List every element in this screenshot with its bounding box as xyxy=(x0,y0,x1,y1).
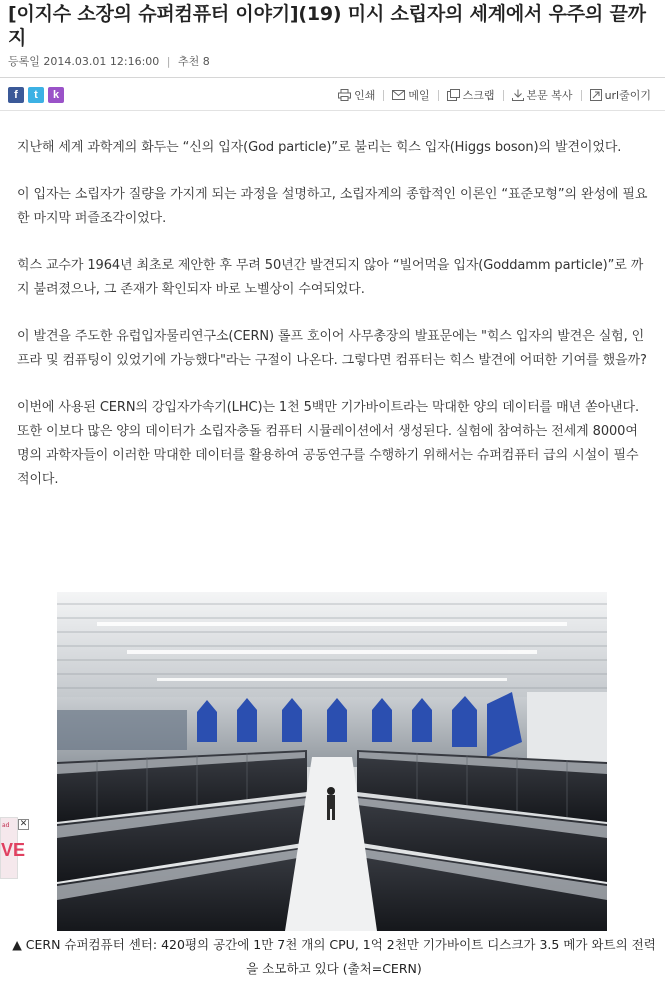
kakaostory-share-icon[interactable]: k xyxy=(48,87,64,103)
registered-label: 등록일 xyxy=(8,55,40,68)
scrap-button[interactable] xyxy=(447,87,495,103)
header-divider xyxy=(0,77,665,78)
article-paragraph: 이 입자는 소립자가 질량을 가지게 되는 과정을 설명하고, 소립자계의 종합적인 이론인 “표준모형”의 완성에 필요한 마지막 퍼즐조각이었다. xyxy=(17,187,648,226)
twitter-share-icon[interactable]: t xyxy=(28,87,44,103)
recommend-count: 8 xyxy=(202,55,210,68)
article-meta xyxy=(8,53,210,69)
tool-divider xyxy=(503,90,504,101)
url-shorten-button[interactable] xyxy=(590,87,651,103)
share-buttons xyxy=(8,87,64,103)
server-room-illustration xyxy=(57,592,607,931)
url-shorten-label: url줄이기 xyxy=(604,89,651,102)
article-body xyxy=(17,136,649,515)
article-title: [이지수 소장의 슈퍼컴퓨터 이야기](19) 미시 소립자의 세계에서 우주의 끝까지 xyxy=(8,3,646,49)
article-toolbar xyxy=(0,84,665,108)
side-banner-ad[interactable] xyxy=(0,817,26,879)
copy-text-button[interactable] xyxy=(512,87,573,103)
mail-icon xyxy=(392,90,405,100)
side-ad-small-text: ad xyxy=(2,822,10,829)
recommend-label: 추천 xyxy=(178,55,200,68)
print-button[interactable] xyxy=(338,87,375,103)
registered-date: 2014.03.01 12:16:00 xyxy=(43,55,160,68)
article-paragraph: 지난해 세계 과학계의 화두는 “신의 입자(God particle)”로 불리는 힉스 입자(Higgs boson)의 발견이었다. xyxy=(17,140,622,155)
meta-divider: | xyxy=(166,55,171,68)
article-paragraph: 이번에 사용된 CERN의 강입자가속기(LHC)는 1천 5백만 기가바이트라는 막대한 양의 데이터를 매년 쏟아낸다. 또한 이보다 많은 양의 데이터가 소립자충돌 컴퓨터 시뮬레이션에서 생성된다. 실험에 참여하는 전세계 8000여명의 과학자들이 이러한 막대한 데이터를 활용하여 공동연구를 수행하기 위해서는 슈퍼컴퓨터 급의 시설이 필수적이다. xyxy=(17,400,639,487)
article-paragraph: 힉스 교수가 1964년 최초로 제안한 후 무려 50년간 발견되지 않아 “빌어먹을 입자(Goddamm particle)”로 까지 불려졌으나, 그 존재가 확인되자 바로 노벨상이 수여되었다. xyxy=(17,258,644,297)
download-icon xyxy=(512,89,524,101)
facebook-share-icon[interactable]: f xyxy=(8,87,24,103)
photo-caption: ▲ CERN 슈퍼컴퓨터 센터: 420평의 공간에 1만 7천 개의 CPU, 1억 2천만 기가바이트 디스크가 3.5 메가 와트의 전력을 소모하고 있다 (출처=CERN) xyxy=(12,937,656,976)
scrap-label: 스크랩 xyxy=(462,89,495,102)
article-tools xyxy=(338,87,651,103)
tool-divider xyxy=(581,90,582,101)
toolbar-divider xyxy=(0,110,665,111)
server-room-photo xyxy=(57,592,607,931)
print-label: 인쇄 xyxy=(354,89,376,102)
close-ad-icon[interactable]: ✕ xyxy=(19,819,28,829)
scrap-icon xyxy=(447,89,460,101)
email-label: 메일 xyxy=(408,89,430,102)
tool-divider xyxy=(383,90,384,101)
email-button[interactable] xyxy=(392,87,429,103)
tool-divider xyxy=(438,90,439,101)
printer-icon xyxy=(338,89,351,101)
article-paragraph: 이 발견을 주도한 유럽입자물리연구소(CERN) 롤프 호이어 사무총장의 발표문에는 "힉스 입자의 발견은 실험, 인프라 및 컴퓨팅이 있었기에 가능했다"라는 구절이 나온다. 그렇다면 컴퓨터는 힉스 발견에 어떠한 기여를 했을까? xyxy=(17,329,647,368)
copy-text-label: 본문 복사 xyxy=(526,89,573,102)
link-icon xyxy=(590,89,602,101)
side-ad-text: VE xyxy=(1,840,26,860)
